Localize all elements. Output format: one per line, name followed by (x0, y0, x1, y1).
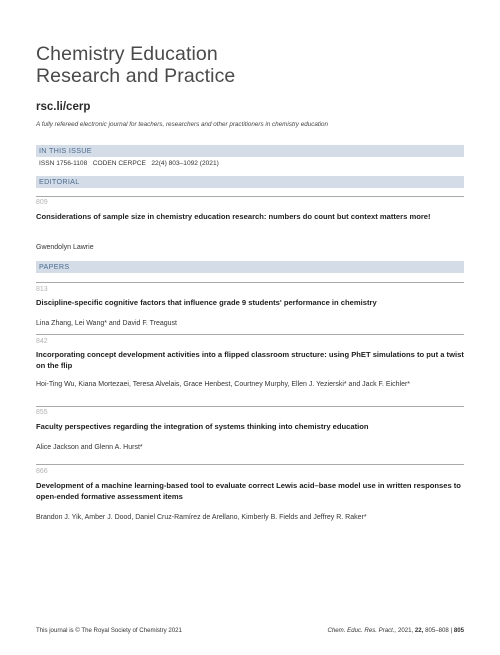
footer-pages: 805–808 (425, 627, 449, 634)
footer-page-number: 805 (453, 627, 464, 634)
article-title[interactable]: Incorporating concept development activities into a flipped classroom structure: using PhET simulations to put a twist on the flip (36, 350, 464, 370)
article-title[interactable]: Development of a machine learning-based tool to evaluate correct Lewis acid–base model use in written responses to open-ended formative assessment items (36, 481, 461, 501)
article-divider (36, 464, 464, 465)
article-authors: Brandon J. Yik, Amber J. Dood, Daniel Cruz-Ramírez de Arellano, Kimberly B. Fields and Jeffrey R. Raker* (36, 514, 367, 521)
article-title[interactable]: Considerations of sample size in chemistry education research: numbers do count but context matters more! (36, 212, 431, 221)
journal-title (36, 43, 464, 87)
article-page-number: 842 (36, 338, 48, 345)
article-divider (36, 334, 464, 335)
article-divider (36, 282, 464, 283)
article-title[interactable]: Discipline-specific cognitive factors that influence grade 9 students' performance in chemistry (36, 298, 377, 307)
footer-separator: | (450, 627, 453, 634)
journal-url[interactable]: rsc.li/cerp (36, 101, 91, 113)
article-page-number: 813 (36, 286, 48, 293)
issn-line: ISSN 1756-1108 CODEN CERPCE 22(4) 803–1092 (2021) (39, 160, 219, 167)
footer-journal-abbrev: Chem. Educ. Res. Pract., (327, 627, 397, 634)
article-divider (36, 406, 464, 407)
footer-year: 2021, (397, 627, 414, 634)
journal-title-line-1: Chemistry Education (36, 43, 218, 65)
article-page-number: 866 (36, 468, 48, 475)
footer-citation (328, 627, 465, 634)
article-authors: Alice Jackson and Glenn A. Hurst* (36, 444, 143, 451)
in-this-issue-header: IN THIS ISSUE (36, 145, 464, 157)
article-divider (36, 196, 464, 197)
article-authors: Hoi-Ting Wu, Kiana Mortezaei, Teresa Alvelais, Grace Henbest, Courtney Murphy, Ellen J. Yezierski* and Jack F. Eichler* (36, 381, 411, 388)
article-authors: Gwendolyn Lawrie (36, 244, 94, 251)
footer-copyright: This journal is © The Royal Society of Chemistry 2021 (36, 627, 182, 634)
section-header-editorial: EDITORIAL (36, 176, 464, 188)
article-authors: Lina Zhang, Lei Wang* and David F. Treagust (36, 320, 177, 327)
article-page-number: 855 (36, 409, 48, 416)
section-header-papers: PAPERS (36, 261, 464, 273)
article-page-number: 809 (36, 199, 48, 206)
footer-volume: 22, (414, 627, 424, 634)
journal-tagline: A fully refereed electronic journal for teachers, researchers and other practitioners in chemistry education (36, 121, 329, 128)
journal-title-line-2: Research and Practice (36, 65, 236, 87)
article-title[interactable]: Faculty perspectives regarding the integration of systems thinking into chemistry education (36, 422, 369, 431)
